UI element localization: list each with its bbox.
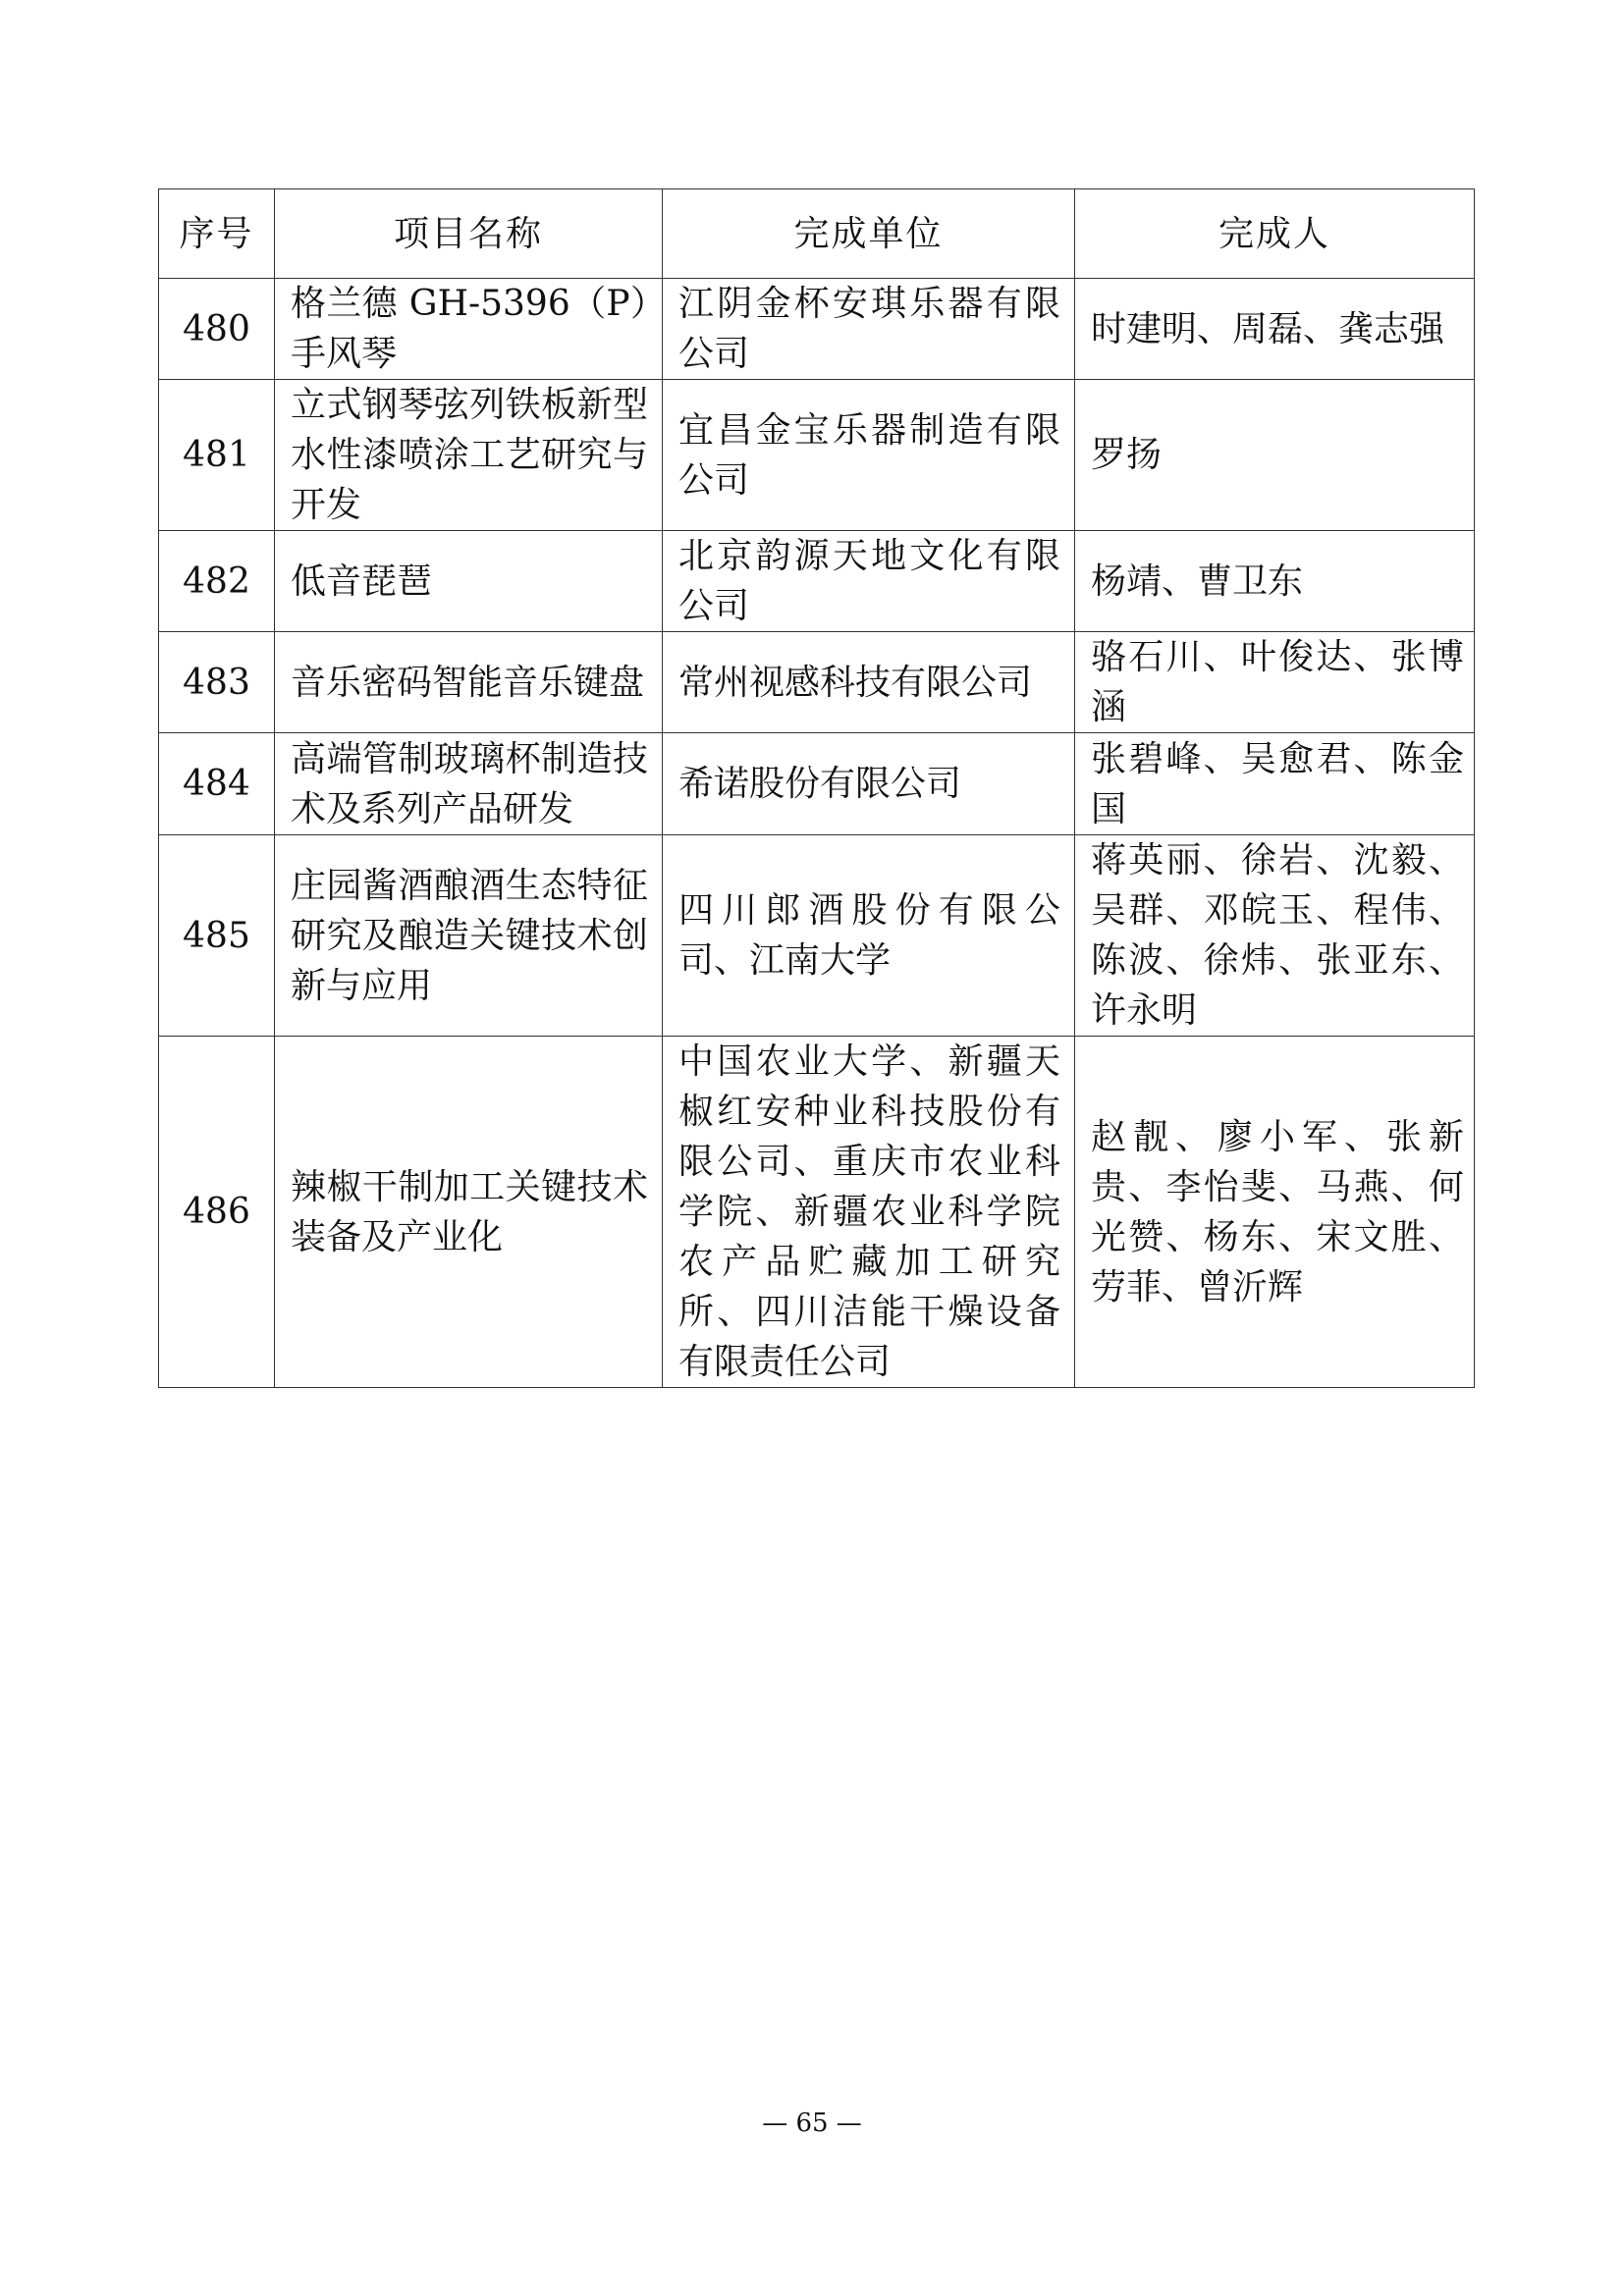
- cell-project-name: 低音琵琶: [275, 531, 663, 632]
- cell-serial-number: 482: [159, 531, 275, 632]
- cell-project-name: 高端管制玻璃杯制造技术及系列产品研发: [275, 733, 663, 835]
- cell-completing-persons: 杨靖、曹卫东: [1075, 531, 1475, 632]
- header-completing-persons: 完成人: [1075, 189, 1475, 279]
- cell-completing-unit: 宜昌金宝乐器制造有限公司: [663, 380, 1075, 531]
- cell-completing-unit: 江阴金杯安琪乐器有限公司: [663, 279, 1075, 380]
- table-row: [159, 733, 1475, 835]
- header-project-name: 项目名称: [275, 189, 663, 279]
- cell-completing-persons: 骆石川、叶俊达、张博涵: [1075, 632, 1475, 733]
- cell-serial-number: 483: [159, 632, 275, 733]
- table-row: [159, 279, 1475, 380]
- cell-completing-persons: 罗扬: [1075, 380, 1475, 531]
- page-number: — 65 —: [762, 2109, 862, 2138]
- table-header-row: [159, 189, 1475, 279]
- cell-project-name: 立式钢琴弦列铁板新型水性漆喷涂工艺研究与开发: [275, 380, 663, 531]
- table-row: [159, 1037, 1475, 1388]
- cell-completing-unit: 希诺股份有限公司: [663, 733, 1075, 835]
- cell-completing-persons: 蒋英丽、徐岩、沈毅、吴群、邓皖玉、程伟、陈波、徐炜、张亚东、许永明: [1075, 835, 1475, 1037]
- cell-completing-persons: 时建明、周磊、龚志强: [1075, 279, 1475, 380]
- table-row: [159, 380, 1475, 531]
- cell-completing-unit: 四川郎酒股份有限公司、江南大学: [663, 835, 1075, 1037]
- cell-serial-number: 480: [159, 279, 275, 380]
- cell-project-name: 格兰德 GH-5396（P）手风琴: [275, 279, 663, 380]
- table-row: [159, 835, 1475, 1037]
- cell-completing-persons: 张碧峰、吴愈君、陈金国: [1075, 733, 1475, 835]
- cell-completing-persons: 赵靓、廖小军、张新贵、李怡斐、马燕、何光赞、杨东、宋文胜、劳菲、曾沂辉: [1075, 1037, 1475, 1388]
- table-row: [159, 531, 1475, 632]
- cell-serial-number: 484: [159, 733, 275, 835]
- cell-completing-unit: 北京韵源天地文化有限公司: [663, 531, 1075, 632]
- cell-completing-unit: 中国农业大学、新疆天椒红安种业科技股份有限公司、重庆市农业科学院、新疆农业科学院农产品贮藏加工研究所、四川洁能干燥设备有限责任公司: [663, 1037, 1075, 1388]
- cell-project-name: 音乐密码智能音乐键盘: [275, 632, 663, 733]
- award-table: [158, 188, 1475, 1388]
- cell-serial-number: 481: [159, 380, 275, 531]
- cell-project-name: 辣椒干制加工关键技术装备及产业化: [275, 1037, 663, 1388]
- cell-serial-number: 486: [159, 1037, 275, 1388]
- table-row: [159, 632, 1475, 733]
- cell-completing-unit: 常州视感科技有限公司: [663, 632, 1075, 733]
- header-completing-unit: 完成单位: [663, 189, 1075, 279]
- header-serial-number: 序号: [159, 189, 275, 279]
- cell-serial-number: 485: [159, 835, 275, 1037]
- cell-project-name: 庄园酱酒酿酒生态特征研究及酿造关键技术创新与应用: [275, 835, 663, 1037]
